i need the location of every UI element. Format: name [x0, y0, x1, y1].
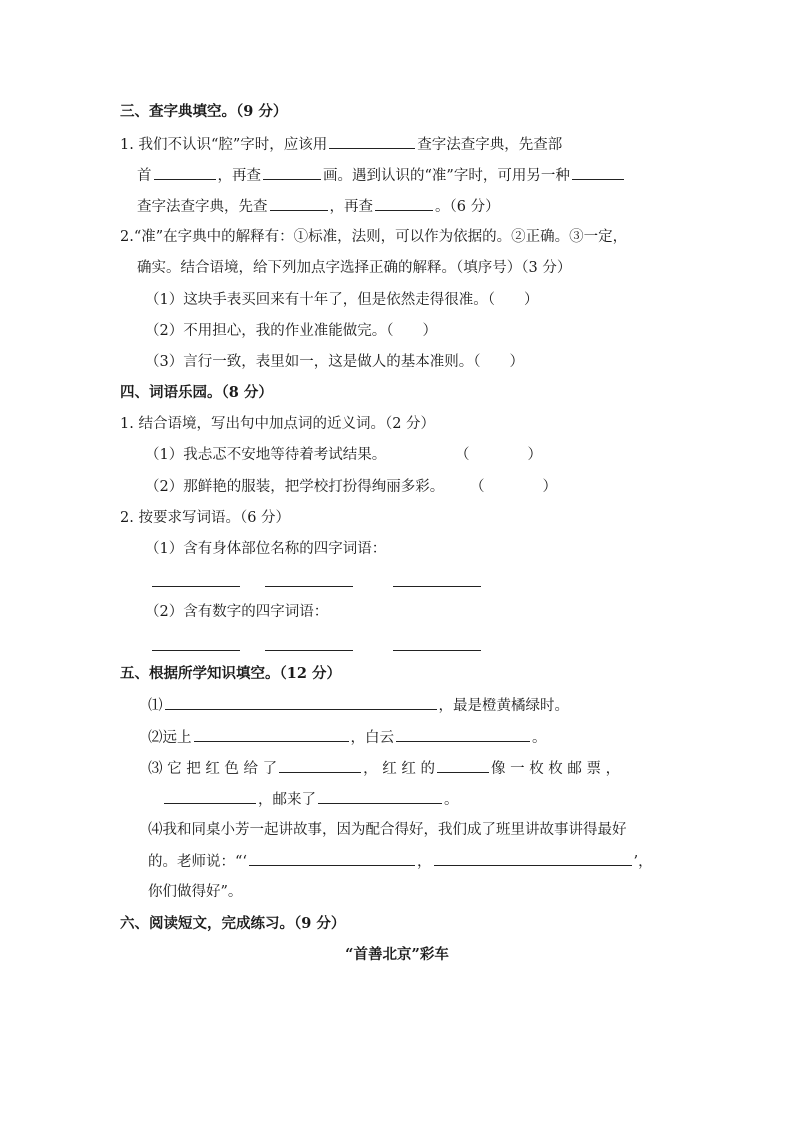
passage-title: “首善北京”彩车: [345, 946, 449, 963]
q5-2-text-b: ，白云: [350, 730, 394, 746]
question-5-4-line-3: 你们做得好”。: [148, 884, 243, 900]
blank-input[interactable]: [270, 196, 328, 211]
section-5-heading: 五、根据所学知识填空。（12 分）: [120, 665, 341, 682]
q5-4-text-d: ’，: [633, 854, 653, 870]
q5-3-text-d: ，邮来了: [258, 792, 316, 808]
question-5-4-line-2: [148, 851, 653, 872]
question-3-1-line-3: [137, 196, 500, 217]
question-5-4-line-1: ⑷我和同桌小芳一起讲故事，因为配合得好，我们成了班里讲故事讲得最好: [148, 822, 627, 838]
answer-blank[interactable]: [265, 586, 353, 587]
q3-1-text-b: 查字法查字典，先查部: [417, 137, 563, 153]
blank-input[interactable]: [329, 134, 415, 149]
answer-paren-4-1-1[interactable]: （ ）: [455, 447, 542, 463]
question-4-1: 1. 结合语境，写出句中加点词的近义词。（2 分）: [120, 416, 436, 432]
question-4-1-item-2: （2）那鲜艳的服装，把学校打扮得绚丽多彩。: [145, 479, 445, 495]
question-3-2-item-3: （3）言行一致，表里如一，这是做人的基本准则。（ ）: [145, 354, 524, 370]
blank-input[interactable]: [572, 165, 624, 180]
blank-input[interactable]: [154, 165, 216, 180]
question-5-3-line-1: [148, 758, 620, 779]
blank-input[interactable]: [249, 851, 415, 866]
q5-3-text-c: 像 一 枚 枚 邮 票 ，: [490, 761, 621, 777]
blank-input[interactable]: [165, 695, 437, 710]
blank-input[interactable]: [437, 758, 489, 773]
answer-blank[interactable]: [152, 586, 240, 587]
blank-input[interactable]: [279, 758, 361, 773]
q5-2-text-c: 。: [532, 730, 547, 746]
blank-input[interactable]: [434, 851, 632, 866]
q5-3-text-e: 。: [444, 792, 459, 808]
section-6-heading: 六、阅读短文，完成练习。（9 分）: [120, 915, 346, 932]
q3-1-text-c: 首: [137, 168, 152, 184]
answer-blank[interactable]: [265, 650, 353, 651]
question-3-1-line-1: [120, 134, 562, 155]
question-5-2: [148, 727, 547, 748]
blank-input[interactable]: [375, 196, 433, 211]
q3-1-text-h: 。（6 分）: [435, 199, 500, 215]
question-5-1: [148, 695, 569, 716]
q3-1-text-e: 画。遇到认识的“准”字时，可用另一种: [323, 168, 570, 184]
answer-blank[interactable]: [393, 586, 481, 587]
question-4-2-item-1: （1）含有身体部位名称的四字词语：: [145, 541, 387, 557]
section-4-heading: 四、词语乐园。（8 分）: [120, 384, 273, 401]
blank-input[interactable]: [263, 165, 321, 180]
q5-2-text-a: ⑵远上: [148, 730, 192, 746]
q3-1-text-a: 1. 我们不认识“腔”字时，应该用: [120, 137, 328, 153]
q5-1-text-a: ⑴: [148, 698, 163, 714]
question-3-2-line-2: 确实。结合语境，给下列加点字选择正确的解释。（填序号）（3 分）: [137, 260, 572, 276]
question-3-2-line-1: 2.“准”在字典中的解释有：①标准，法则，可以作为依据的。②正确。③一定，: [120, 229, 628, 245]
q3-1-text-f: 查字法查字典，先查: [137, 199, 268, 215]
question-3-1-line-2: [137, 165, 626, 186]
q5-1-text-b: ，最是橙黄橘绿时。: [438, 698, 569, 714]
answer-paren-4-1-2[interactable]: （ ）: [470, 479, 557, 495]
question-5-3-line-2: [162, 789, 459, 810]
q5-4-text-b: 的。老师说：“‘: [148, 854, 248, 870]
q3-1-text-g: ，再查: [329, 199, 373, 215]
section-3-heading: 三、查字典填空。（9 分）: [120, 103, 288, 120]
question-3-2-item-2: （2）不用担心，我的作业准能做完。（ ）: [145, 323, 437, 339]
blank-input[interactable]: [396, 727, 530, 742]
blank-input[interactable]: [318, 789, 442, 804]
question-4-1-item-1: （1）我忐忑不安地等待着考试结果。: [145, 447, 387, 463]
answer-blank[interactable]: [393, 650, 481, 651]
q5-3-text-b: ， 红 红 的: [363, 761, 435, 777]
blank-input[interactable]: [164, 789, 256, 804]
question-3-2-item-1: （1）这块手表买回来有十年了，但是依然走得很准。（ ）: [145, 292, 539, 308]
answer-blank[interactable]: [152, 650, 240, 651]
question-4-2-item-2: （2）含有数字的四字词语：: [145, 604, 329, 620]
q5-3-text-a: ⑶ 它 把 红 色 给 了: [148, 761, 278, 777]
q3-1-text-d: ，再查: [217, 168, 261, 184]
question-4-2: 2. 按要求写词语。（6 分）: [120, 510, 291, 526]
q5-4-text-c: ，: [417, 854, 432, 870]
blank-input[interactable]: [194, 727, 349, 742]
